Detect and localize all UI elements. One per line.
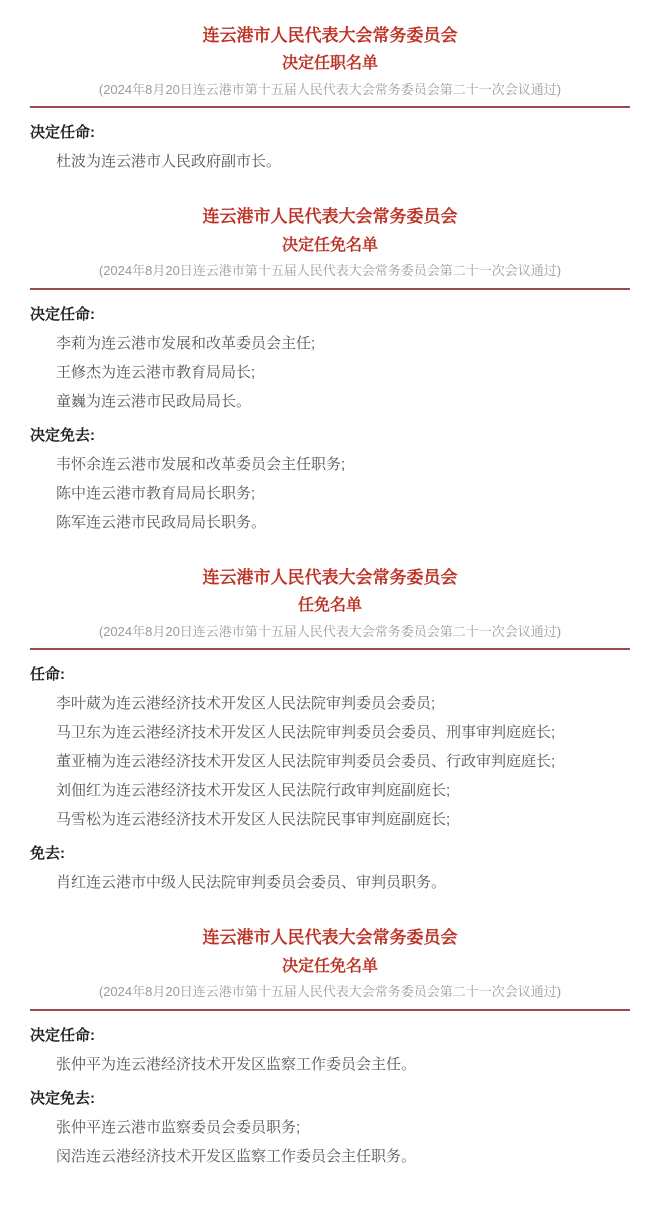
dismissal-item: 陈军连云港市民政局局长职务。 (56, 513, 267, 531)
appointment-item: 童巍为连云港市民政局局长。 (56, 392, 252, 410)
document-section-supervision (30, 928, 630, 1165)
appointment-item: 马雪松为连云港经济技术开发区人民法院民事审判庭副庭长; (56, 811, 451, 829)
block-heading-dismiss: 免去: (30, 845, 65, 863)
document-title: 连云港市人民代表大会常务委员会 (202, 928, 458, 948)
block-heading-dismiss: 决定免去: (30, 426, 95, 444)
dismissal-item: 陈中连云港市教育局局长职务; (56, 484, 256, 502)
section-divider (30, 288, 630, 290)
document-subtitle: 决定任免名单 (281, 957, 378, 975)
document-date-line: (2024年8月20日连云港市第十五届人民代表大会常务委员会第二十一次会议通过) (98, 623, 562, 639)
section-divider (30, 106, 630, 108)
document-date-line: (2024年8月20日连云港市第十五届人民代表大会常务委员会第二十一次会议通过) (98, 81, 562, 97)
appointment-item: 刘佃红为连云港经济技术开发区人民法院行政审判庭副庭长; (56, 782, 451, 800)
document-section-appoint-dismiss (30, 207, 630, 531)
appointment-item: 张仲平为连云港经济技术开发区监察工作委员会主任。 (56, 1055, 417, 1073)
document-section-appointment (30, 26, 630, 171)
appointment-item: 李叶葳为连云港经济技术开发区人民法院审判委员会委员; (56, 695, 436, 713)
appointment-item: 李莉为连云港市发展和改革委员会主任; (56, 334, 316, 352)
appointment-item: 王修杰为连云港市教育局局长; (56, 363, 256, 381)
block-heading-appoint: 任命: (30, 666, 65, 684)
block-heading-appoint: 决定任命: (30, 1026, 95, 1044)
dismissal-item: 张仲平连云港市监察委员会委员职务; (56, 1118, 301, 1136)
block-heading-appoint: 决定任命: (30, 305, 95, 323)
document-subtitle: 决定任免名单 (281, 236, 378, 254)
document-subtitle: 决定任职名单 (281, 55, 378, 73)
dismissal-item: 韦怀余连云港市发展和改革委员会主任职务; (56, 455, 346, 473)
section-divider (30, 648, 630, 650)
document-date-line: (2024年8月20日连云港市第十五届人民代表大会常务委员会第二十一次会议通过) (98, 263, 562, 279)
dismissal-item: 闵浩连云港经济技术开发区监察工作委员会主任职务。 (56, 1147, 417, 1165)
appointment-item: 杜波为连云港市人民政府副市长。 (56, 153, 282, 171)
document-title: 连云港市人民代表大会常务委员会 (202, 567, 458, 587)
block-heading-appoint: 决定任命: (30, 124, 95, 142)
document-subtitle: 任免名单 (297, 597, 362, 615)
document-title: 连云港市人民代表大会常务委员会 (202, 26, 458, 45)
section-divider (30, 1009, 630, 1011)
appointment-item: 董亚楠为连云港经济技术开发区人民法院审判委员会委员、行政审判庭庭长; (56, 753, 556, 771)
document-section-court-list (30, 568, 630, 892)
block-heading-dismiss: 决定免去: (30, 1089, 95, 1107)
dismissal-item: 肖红连云港市中级人民法院审判委员会委员、审判员职务。 (56, 874, 447, 892)
document-date-line: (2024年8月20日连云港市第十五届人民代表大会常务委员会第二十一次会议通过) (98, 983, 562, 999)
appointment-item: 马卫东为连云港经济技术开发区人民法院审判委员会委员、刑事审判庭庭长; (56, 724, 556, 742)
document-title: 连云港市人民代表大会常务委员会 (202, 207, 458, 227)
